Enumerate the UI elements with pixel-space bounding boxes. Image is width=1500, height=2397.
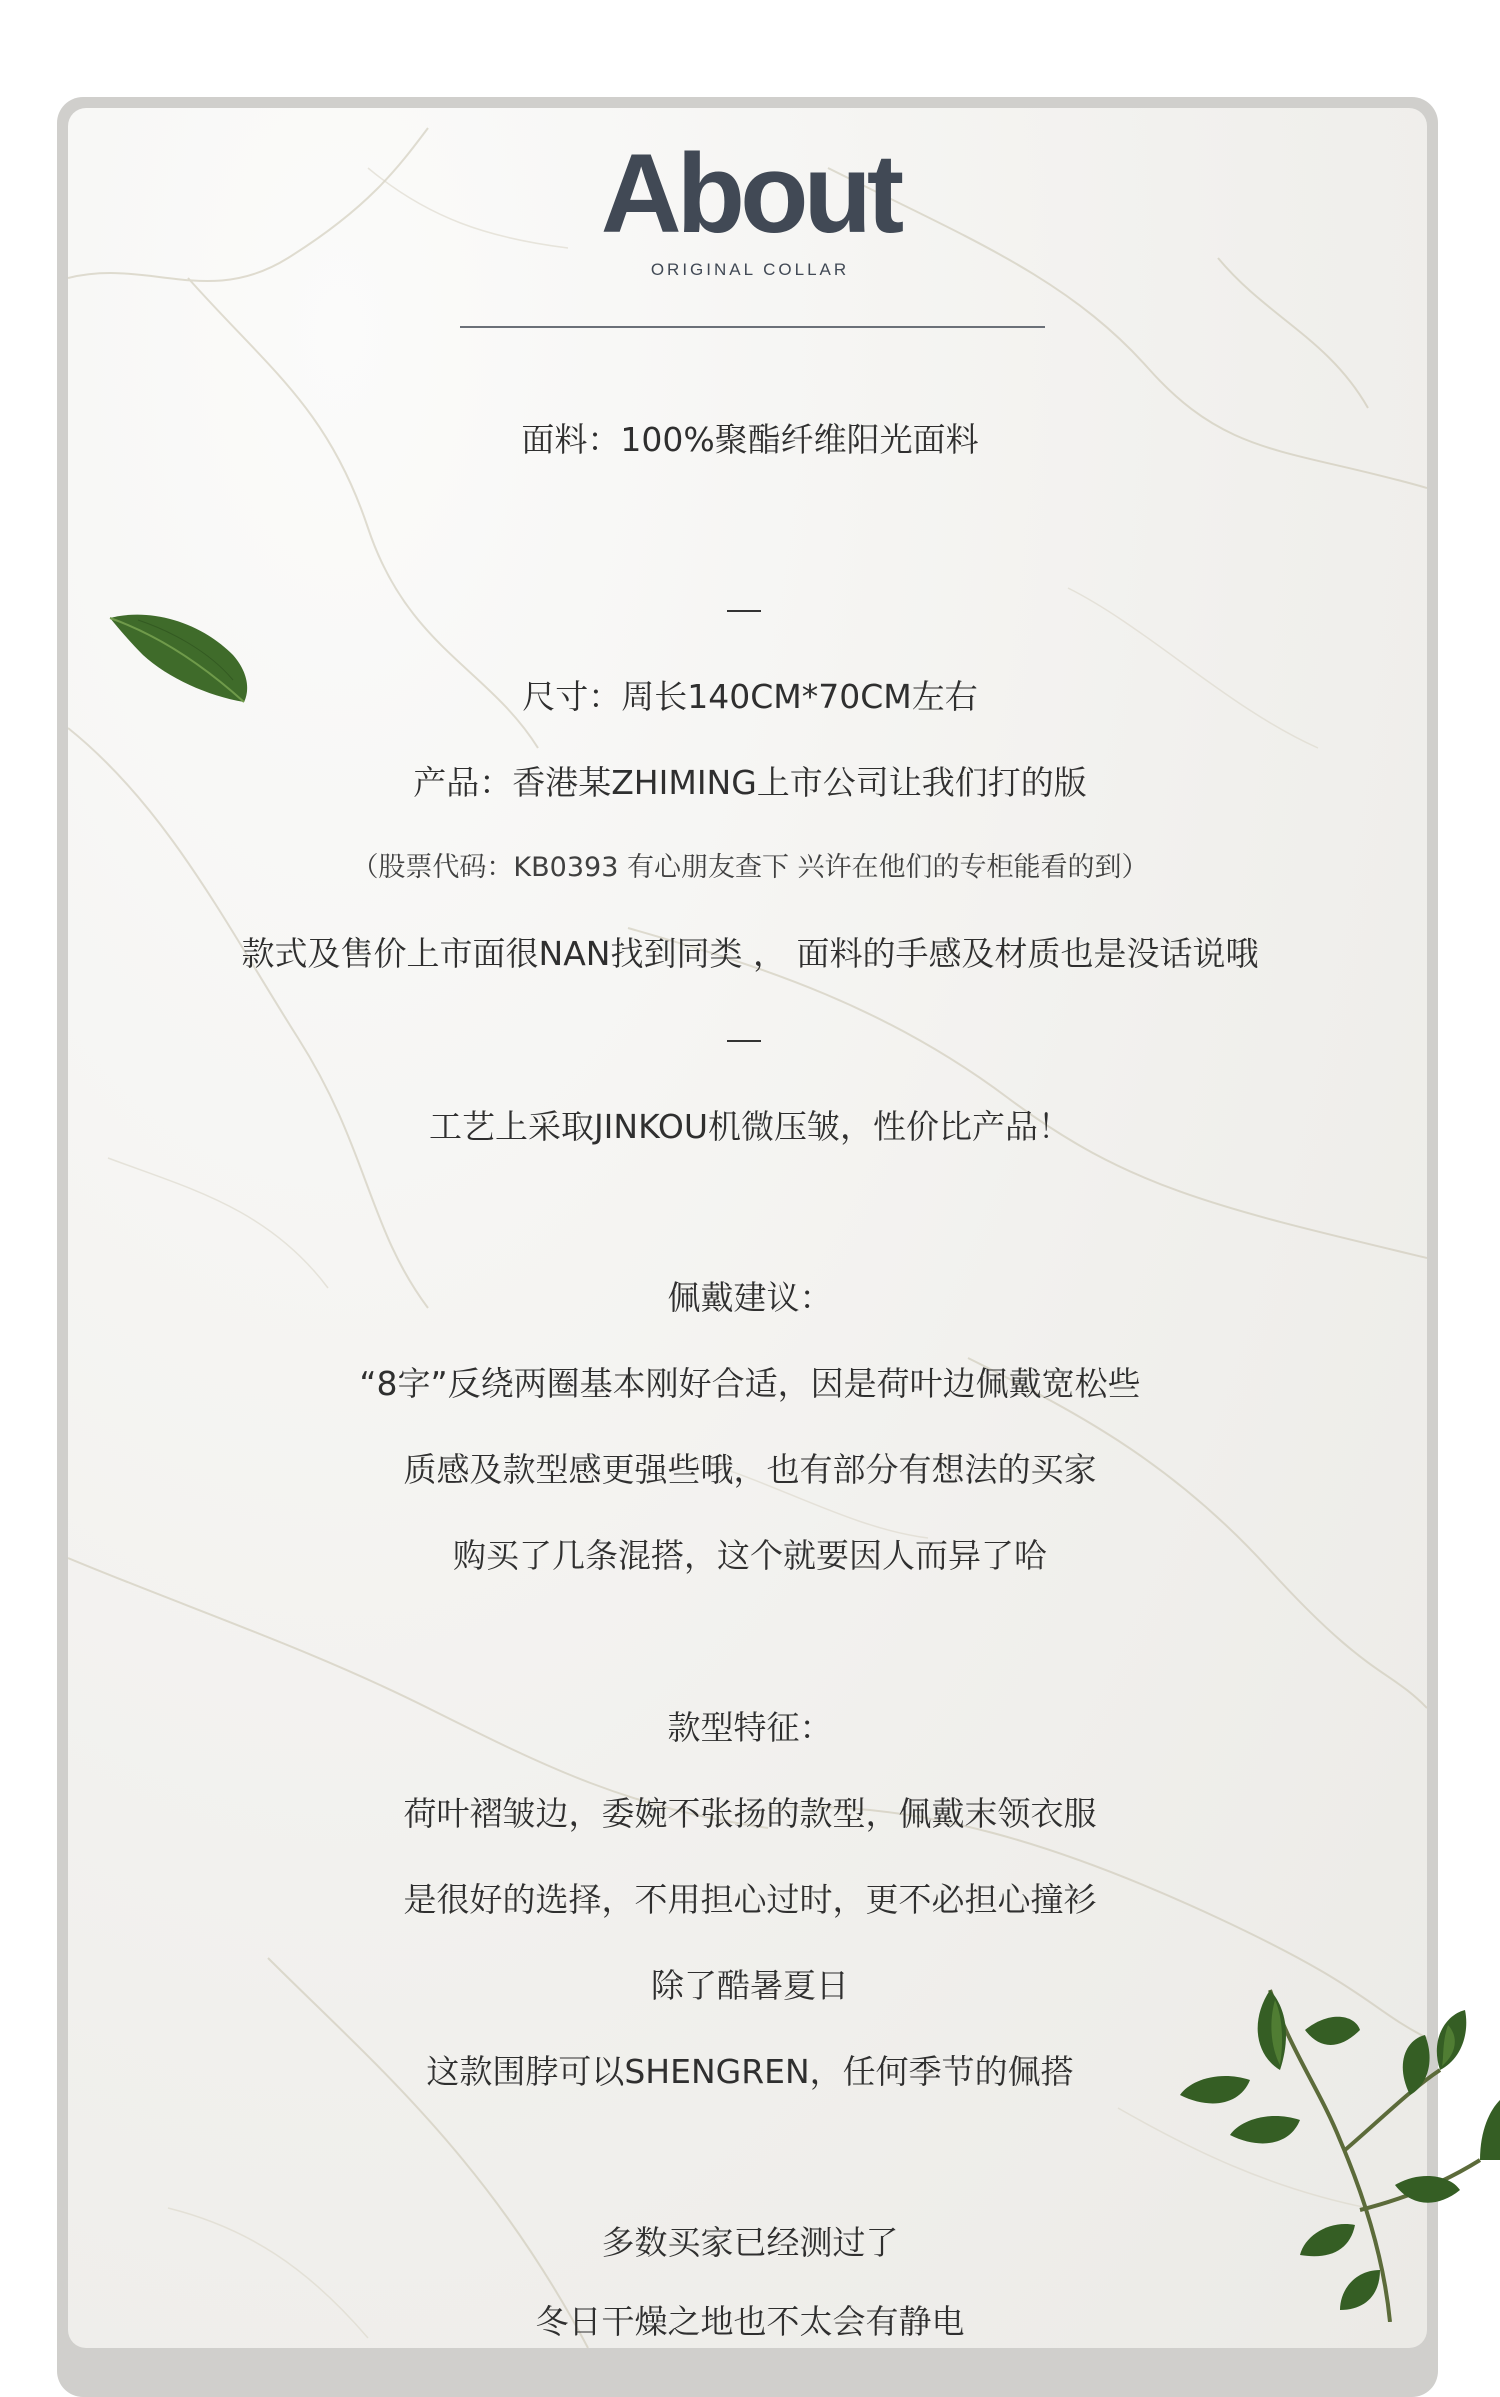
separator-dash-1 (727, 610, 761, 612)
features-line-2: 是很好的选择，不用担心过时，更不必担心撞衫 (403, 1880, 1097, 1919)
wearing-line-3: 购买了几条混搭，这个就要因人而异了哈 (453, 1536, 1047, 1575)
separator-dash-2 (727, 1040, 761, 1042)
wearing-heading: 佩戴建议： (667, 1278, 833, 1317)
plant-icon (1180, 1970, 1500, 2322)
stock-note-line: （股票代码：KB0393 有心朋友查下 兴许在他们的专柜能看的到） (351, 852, 1149, 883)
features-line-3: 除了酷暑夏日 (651, 1966, 849, 2005)
fabric-line: 面料：100%聚酯纤维阳光面料 (521, 420, 979, 459)
style-price-line: 款式及售价上市面很NAN找到同类 ， 面料的手感及材质也是没话说哦 (241, 934, 1259, 973)
craft-line: 工艺上采取JINKOU机微压皱，性价比产品！ (428, 1107, 1072, 1146)
features-line-4: 这款围脖可以SHENGREN，任何季节的佩搭 (426, 2052, 1074, 2091)
title-divider (460, 326, 1045, 328)
features-heading: 款型特征： (667, 1708, 833, 1747)
wearing-line-1: “8字”反绕两圈基本刚好合适，因是荷叶边佩戴宽松些 (359, 1364, 1141, 1403)
about-title: About (600, 131, 900, 256)
leaf-icon (108, 600, 258, 710)
about-subtitle: ORIGINAL COLLAR (650, 260, 850, 279)
product-line: 产品：香港某ZHIMING上市公司让我们打的版 (413, 763, 1087, 802)
features-line-1: 荷叶褶皱边，委婉不张扬的款型，佩戴末领衣服 (403, 1794, 1097, 1833)
tested-line-1: 多数买家已经测过了 (601, 2223, 899, 2262)
size-line: 尺寸：周长140CM*70CM左右 (522, 677, 978, 716)
tested-line-2: 冬日干燥之地也不太会有静电 (535, 2302, 965, 2341)
wearing-line-2: 质感及款型感更强些哦，也有部分有想法的买家 (403, 1450, 1097, 1489)
